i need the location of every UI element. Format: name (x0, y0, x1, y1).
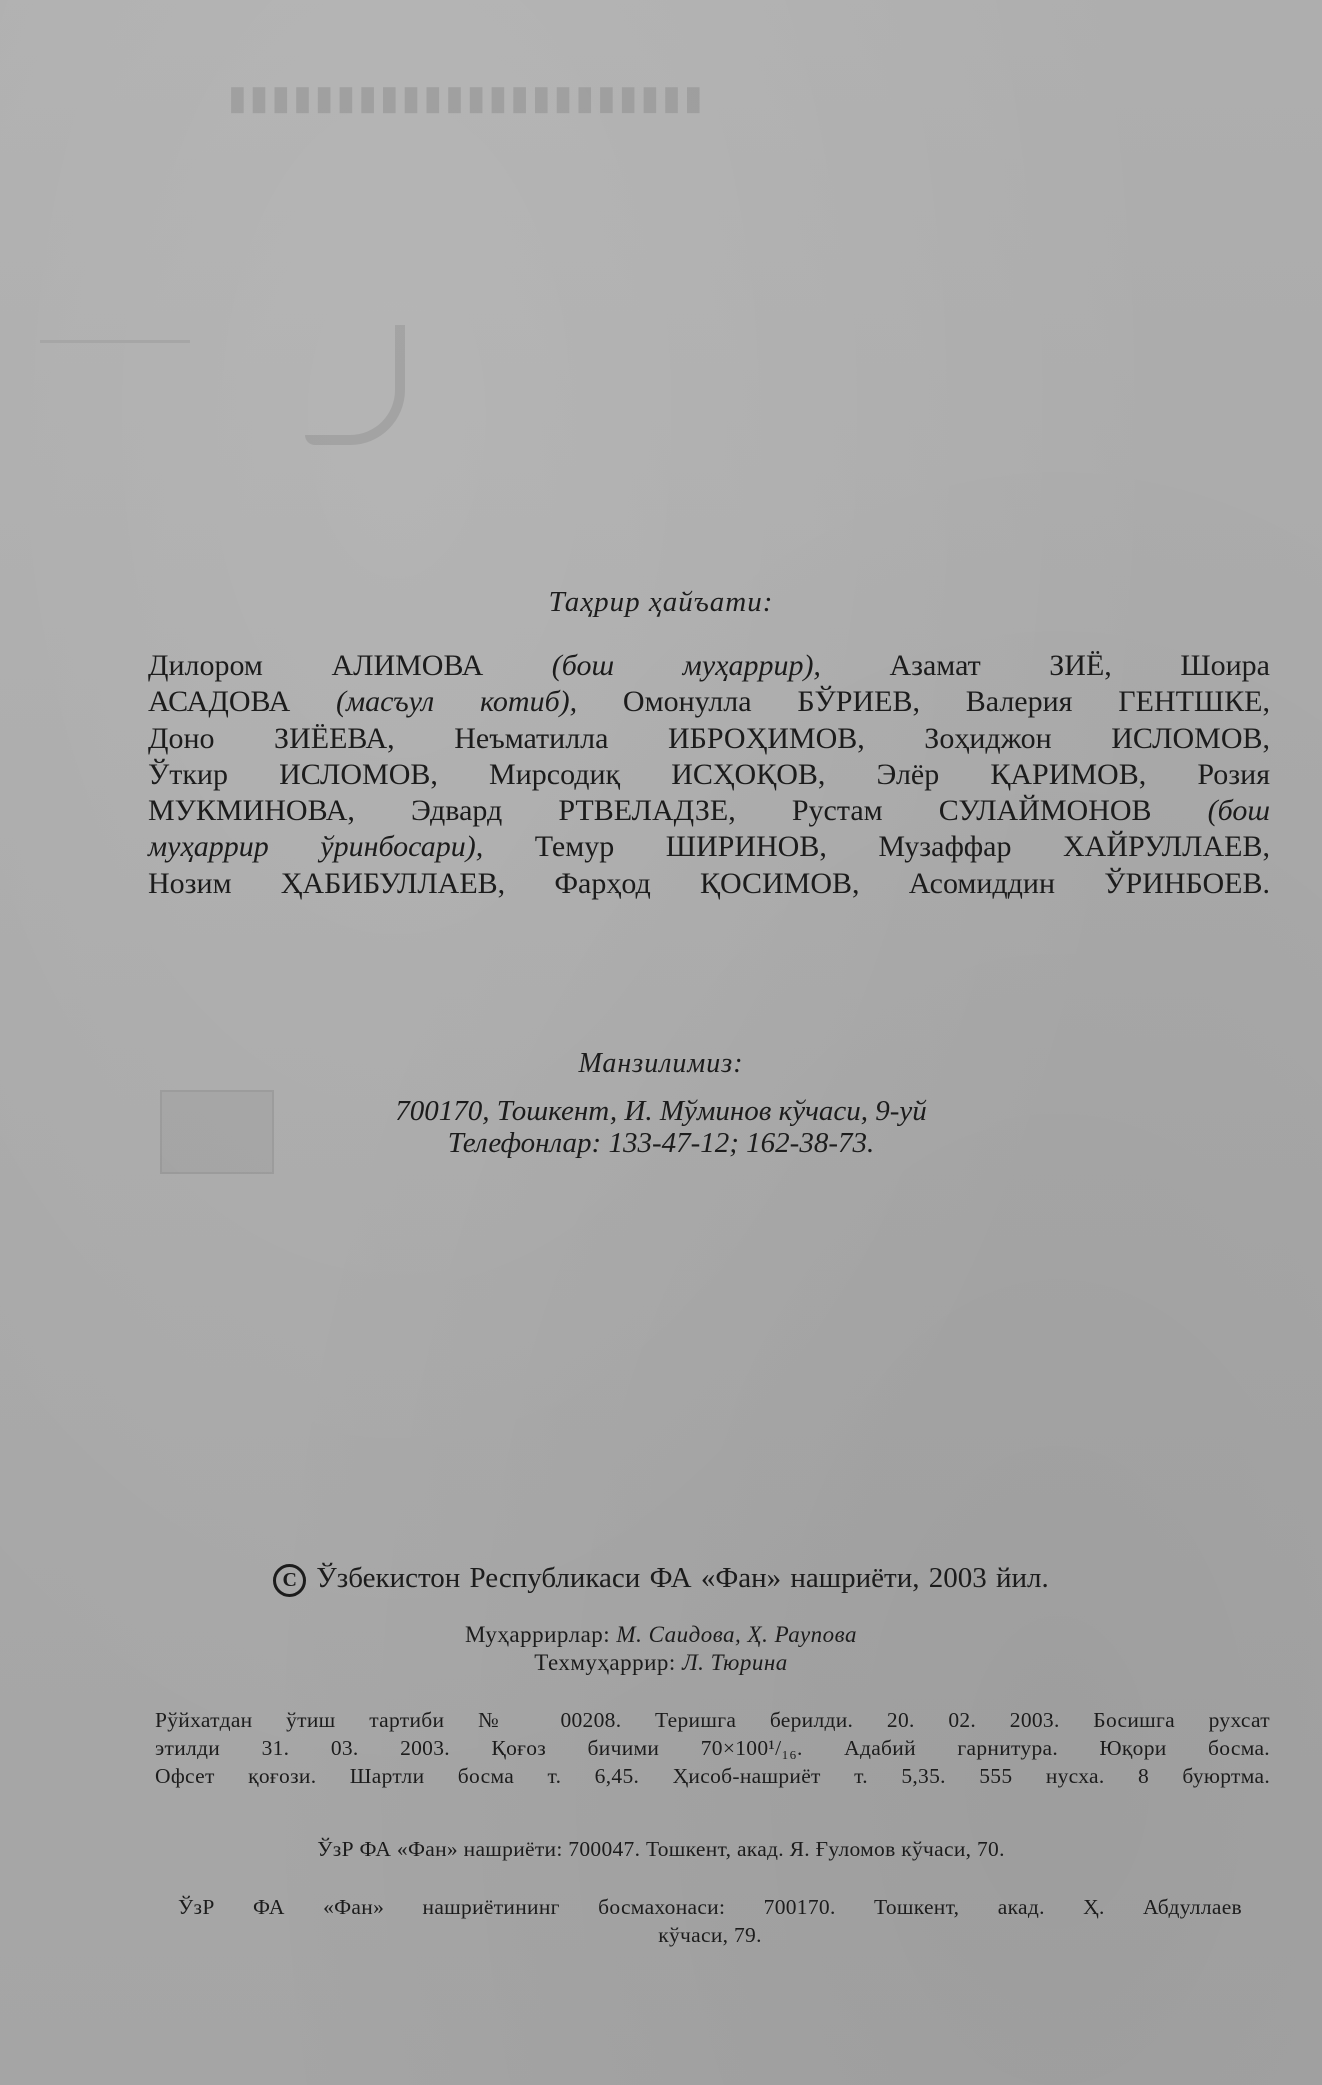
phone-line: Телефонлар: 133-47-12; 162-38-73. (447, 1127, 875, 1159)
role-note: (масъул котиб), (336, 685, 578, 719)
publisher-address: ЎзР ФА «Фан» нашриёти: 700047. Тошкент, акад. Я. Ғуломов кўчаси, 70. (317, 1837, 1005, 1861)
show-through-ghost-line (40, 340, 190, 343)
tech-editor-label: Техмуҳаррир: (534, 1650, 676, 1675)
editorial-board-line (148, 757, 1270, 793)
imprint-block (155, 1706, 1270, 1790)
editorial-board-line (148, 866, 1270, 902)
member-names: Омонулла БЎРИЕВ, Валерия ГЕНТШКЕ, (577, 685, 1270, 719)
role-note: (бош (1207, 794, 1270, 828)
editors-label: Муҳаррирлар: (465, 1622, 611, 1647)
role-note: муҳаррир ўринбосари), (148, 830, 484, 864)
member-names: Азамат ЗИЁ, Шоира (820, 649, 1270, 682)
role-note: (бош муҳаррир), (551, 649, 821, 682)
tech-editor-name: Л. Тюрина (682, 1650, 788, 1675)
member-names: Нозим ҲАБИБУЛЛАЕВ, Фарҳод ҚОСИМОВ, Асомиддин ЎРИНБОЕВ. (148, 866, 1270, 900)
member-names: Дилором АЛИМОВА (148, 649, 552, 682)
show-through-ghost-mark (305, 325, 405, 445)
editorial-board-line (148, 648, 1270, 684)
imprint-line: Рўйхатдан ўтиш тартиби № 00208. Теришга берилди. 20. 02. 2003. Босишга рухсат (155, 1708, 1270, 1732)
address-line: 700170, Тошкент, И. Мўминов кўчаси, 9-уй (395, 1095, 927, 1127)
editors-line (0, 1622, 1322, 1648)
editorial-board-line (148, 721, 1270, 757)
printing-house-line: кўчаси, 79. (658, 1923, 762, 1947)
copyright-text: Ўзбекистон Республикаси ФА «Фан» нашриёти, 2003 йил. (316, 1562, 1049, 1594)
editorial-board-title: Таҳрир ҳайъати: (548, 586, 774, 618)
member-names: Ўткир ИСЛОМОВ, Мирсодиқ ИСҲОҚОВ, Элёр ҚАРИМОВ, Розия (148, 757, 1270, 791)
printing-house-line: ЎзР ФА «Фан» нашриётининг босмахонаси: 700170. Тошкент, акад. Ҳ. Абдуллаев (178, 1895, 1242, 1919)
address-title: Манзилимиз: (578, 1048, 744, 1079)
editors-names: М. Саидова, Ҳ. Раупова (616, 1622, 857, 1647)
copyright-line (0, 1562, 1322, 1597)
member-names: АСАДОВА (148, 685, 337, 719)
member-names: Доно ЗИЁЕВА, Неъматилла ИБРОҲИМОВ, Зоҳиджон ИСЛОМОВ, (148, 721, 1270, 755)
editorial-board-line (148, 829, 1270, 865)
show-through-ghost: ▮▮▮▮▮▮▮▮▮▮▮▮▮▮▮▮▮▮▮▮▮▮ (225, 79, 703, 117)
member-names: МУКМИНОВА, Эдвард РТВЕЛАДЗЕ, Рустам СУЛАЙМОНОВ (148, 794, 1208, 828)
editorial-board-line (148, 793, 1270, 829)
editorial-board-line (148, 684, 1270, 720)
copyright-icon: С (273, 1564, 306, 1597)
member-names: Темур ШИРИНОВ, Музаффар ХАЙРУЛЛАЕВ, (483, 830, 1270, 864)
printing-house-address (178, 1893, 1242, 1949)
editorial-board-members (148, 648, 1270, 902)
tech-editor-line (0, 1650, 1322, 1676)
imprint-line: этилди 31. 03. 2003. Қоғоз бичими 70×100¹/₁₆. Адабий гарнитура. Юқори босма. (155, 1736, 1270, 1760)
imprint-line: Офсет қоғози. Шартли босма т. 6,45. Ҳисоб-нашриёт т. 5,35. 555 нусха. 8 буюртма. (155, 1764, 1270, 1788)
